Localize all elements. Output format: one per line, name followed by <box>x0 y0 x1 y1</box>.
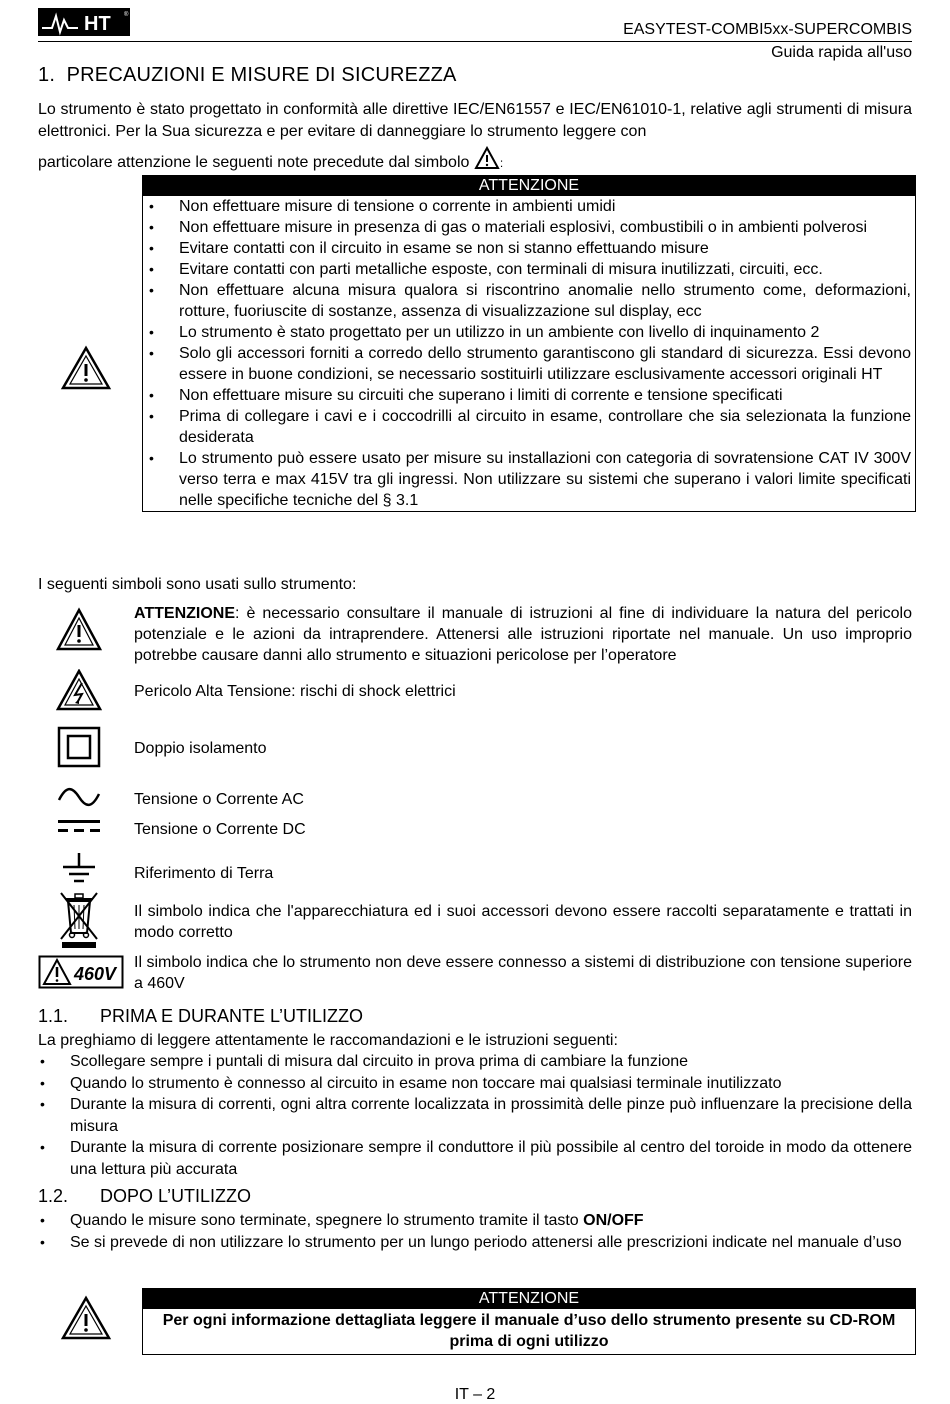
list-item: • Durante la misura di correnti, ogni altra corrente localizzata in prossimità delle pinze può influenzare la precisione della misura <box>38 1094 912 1137</box>
ht-logo <box>38 8 130 36</box>
attention-text: : è necessario consultare il manuale di istruzioni al fine di individuare la natura del pericolo potenziale e le azioni da intraprendere. Attenersi alle istruzioni riportate nel manuale. Un uso improprio potrebbe causare danni allo strumento e situazioni pericolose per l’operatore <box>134 605 912 664</box>
warning-item: • Non effettuare misure di tensione o corrente in ambienti umidi <box>143 196 911 217</box>
warning-item: • Lo strumento può essere usato per misure su installazioni con categoria di sovratensione CAT IV 300V verso terra e max 415V tra gli ingressi. Non utilizzare su sistemi che superano i valori limite specificati nelle specifiche tecniche del § 3.1 <box>143 448 911 511</box>
warning-box <box>142 175 916 512</box>
intro-line-2 <box>38 146 912 174</box>
warning-triangle-icon <box>60 345 112 391</box>
warning-item: • Evitare contatti con il circuito in esame se non si stanno effettuando misure <box>143 238 911 259</box>
warning-item: • Solo gli accessori forniti a corredo dello strumento garantiscono gli standard di sicurezza. Essi devono essere in buone condizioni, se necessario sostituirli utilizzare esclusivamente accessori originali HT <box>143 343 911 385</box>
warning-title: ATTENZIONE <box>143 176 915 196</box>
warning-box-2 <box>142 1288 916 1355</box>
warning-title: ATTENZIONE <box>143 1289 915 1309</box>
warning-text: Per ogni informazione dettagliata leggere il manuale d’uso dello strumento presente su CD-ROM prima di ogni utilizzo <box>162 1312 896 1350</box>
subsection-intro: La preghiamo di leggere attentamente le raccomandazioni e le istruzioni seguenti: <box>38 1032 618 1049</box>
symbol-double-insulation-desc: Doppio isolamento <box>134 740 267 757</box>
list-item: • Quando lo strumento è connesso al circuito in esame non toccare mai qualsiasi terminale inutilizzato <box>38 1073 912 1095</box>
on-off-key-label: ON/OFF <box>583 1212 644 1229</box>
after-use-list <box>38 1210 912 1253</box>
subsection-title: DOPO L’UTILIZZO <box>100 1186 252 1206</box>
symbol-dc-desc: Tensione o Corrente DC <box>134 821 306 838</box>
symbol-weee-desc: Il simbolo indica che l'apparecchiatura ed i suoi accessori devono essere raccolti separatamente e trattati in modo corretto <box>134 903 912 941</box>
warning-item: • Evitare contatti con parti metalliche esposte, con terminali di misura inutilizzati, circuiti, ecc. <box>143 259 911 280</box>
warning-triangle-icon <box>56 607 102 653</box>
ac-wave-icon <box>56 786 102 808</box>
list-item: • Scollegare sempre i puntali di misura dal circuito in prova prima di cambiare la funzione <box>38 1051 912 1073</box>
warning-item: • Prima di collegare i cavi e i coccodrilli al circuito in esame, controllare che sia selezionata la funzione desiderata <box>143 406 911 448</box>
symbol-460v-desc: Il simbolo indica che lo strumento non deve essere connesso a sistemi di distribuzione con tensione superiore a 460V <box>134 954 912 992</box>
high-voltage-icon <box>56 669 102 711</box>
subsection-number: 1.1. <box>38 1006 69 1026</box>
section-heading: 1. PRECAUZIONI E MISURE DI SICUREZZA <box>38 64 457 86</box>
subsection-heading-1-1 <box>38 1006 363 1027</box>
symbol-high-voltage-desc: Pericolo Alta Tensione: rischi di shock elettrici <box>134 683 456 700</box>
double-insulation-icon <box>57 726 101 768</box>
warning-item: • Non effettuare misure su circuiti che superano i limiti di corrente e tensione specificati <box>143 385 911 406</box>
precautions-list <box>38 1051 912 1180</box>
list-item: • Durante la misura di corrente posizionare sempre il conduttore il più possibile al centro del toroide in modo da ottenere una lettura più accurata <box>38 1137 912 1180</box>
dc-icon <box>56 817 102 835</box>
subsection-number: 1.2. <box>38 1186 69 1206</box>
intro-text: Lo strumento è stato progettato in conformità alle direttive IEC/EN61557 e IEC/EN61010-1, relative agli strumenti di misura elettronici. Per la Sua sicurezza e per evitare di danneggiare lo strumento leggere con <box>38 101 912 140</box>
doc-title: EASYTEST-COMBI5xx-SUPERCOMBIS <box>623 21 912 38</box>
symbols-intro: I seguenti simboli sono usati sullo strumento: <box>38 576 357 593</box>
symbol-attention-desc <box>134 603 912 666</box>
list-item: • Quando le misure sono terminate, spegnere lo strumento tramite il tasto ON/OFF <box>38 1210 912 1232</box>
doc-subtitle: Guida rapida all'uso <box>771 44 912 61</box>
svg-text:HT: HT <box>84 13 111 35</box>
intro-text-2: particolare attenzione le seguenti note precedute dal simbolo <box>38 154 470 171</box>
warning-item: • Lo strumento è stato progettato per un utilizzo in un ambiente con livello di inquinamento 2 <box>143 322 911 343</box>
intro-colon: : <box>499 156 504 170</box>
intro-paragraph <box>38 99 912 143</box>
svg-text:460V: 460V <box>74 964 117 984</box>
page-number: IT – 2 <box>454 1386 496 1403</box>
max-460v-icon <box>38 955 124 989</box>
earth-ground-icon <box>60 852 98 888</box>
symbol-ac-desc: Tensione o Corrente AC <box>134 791 304 808</box>
warning-triangle-icon <box>474 146 500 170</box>
weee-bin-icon <box>58 889 100 949</box>
svg-text:®: ® <box>124 12 129 18</box>
warning-item: • Non effettuare alcuna misura qualora si riscontrino anomalie nello strumento come, deformazioni, rotture, fuoriuscite di sostanze, assenza di visualizzazione sul display, ecc <box>143 280 911 322</box>
warning-list <box>143 196 915 511</box>
subsection-title: PRIMA E DURANTE L’UTILIZZO <box>100 1006 364 1026</box>
subsection-heading-1-2 <box>38 1186 251 1207</box>
attention-label: ATTENZIONE <box>134 605 236 622</box>
list-item: • Se si prevede di non utilizzare lo strumento per un lungo periodo attenersi alle prescrizioni indicate nel manuale d’uso <box>38 1232 912 1254</box>
warning-triangle-icon <box>60 1295 112 1341</box>
warning-item: • Non effettuare misure in presenza di gas o materiali esplosivi, combustibili o in ambienti polverosi <box>143 217 911 238</box>
symbol-earth-desc: Riferimento di Terra <box>134 865 274 882</box>
header-divider <box>38 41 912 42</box>
